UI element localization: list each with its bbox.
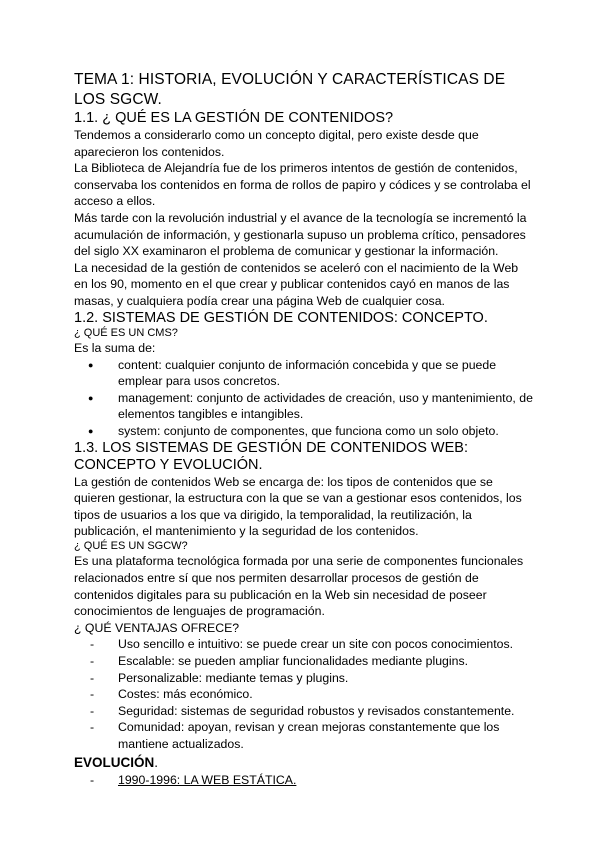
advantages-list (74, 636, 534, 752)
list-item (74, 772, 534, 789)
bullet-icon: ● (88, 392, 94, 403)
list-item (74, 423, 534, 440)
paragraph: Es la suma de: (74, 341, 156, 356)
list-item (74, 719, 534, 752)
paragraph: Es una plataforma tecnológica formada por una serie de componentes funcionales relacionados entre sí que nos permiten desarrollar procesos de gestión de contenidos digitales para su publicación en la Web sin necesidad de poseer conocimientos de lenguajes de programación. (74, 554, 524, 619)
dash-icon: - (90, 772, 95, 787)
document-page (74, 70, 534, 788)
dash-icon: - (90, 637, 95, 652)
list-item (74, 686, 534, 703)
list-item-text: Seguridad: sistemas de seguridad robustos y revisados constantemente. (118, 703, 515, 718)
section-heading-1-3: 1.3. LOS SISTEMAS DE GESTIÓN DE CONTENIDOS WEB: CONCEPTO Y EVOLUCIÓN. (74, 439, 468, 473)
cms-definition-list (74, 357, 534, 440)
paragraph: La Biblioteca de Alejandría fue de los primeros intentos de gestión de contenidos, conservaba los contenidos en forma de rollos de papiro y códices y se controlaba el acceso a ellos. (74, 161, 531, 209)
list-item-text: Costes: más económico. (118, 687, 253, 702)
list-item (74, 636, 534, 653)
dash-icon: - (90, 703, 95, 718)
evolution-list (74, 772, 534, 789)
evolution-heading (74, 754, 534, 772)
question-heading: ¿ QUÉ ES UN SGCW? (74, 539, 188, 552)
dash-icon: - (90, 654, 95, 669)
list-item (74, 357, 534, 390)
list-item (74, 703, 534, 720)
list-item-text: management: conjunto de actividades de creación, uso y mantenimiento, de elementos tangibles e intangibles. (118, 390, 533, 422)
document-title: TEMA 1: HISTORIA, EVOLUCIÓN Y CARACTERÍSTICAS DE LOS SGCW. (74, 71, 506, 108)
list-item-text: content: cualquier conjunto de información concebida y que se puede emplear para usos concretos. (118, 357, 497, 389)
paragraph: La necesidad de la gestión de contenidos se aceleró con el nacimiento de la Web en los 90, momento en el que crear y publicar contenidos cayó en manos de las masas, y cualquiera podía crear una página Web de cualquier cosa. (74, 260, 519, 308)
question-heading: ¿ QUÉ ES UN CMS? (74, 326, 178, 339)
evolution-period: . (154, 754, 159, 770)
paragraph: La gestión de contenidos Web se encarga de: los tipos de contenidos que se quieren gestionar, la estructura con la que se van a gestionar esos contenidos, los tipos de usuarios a los que va dirigido, la temporalidad, la reutilización, la publicación, el mantenimiento y la seguridad de los contenidos. (74, 474, 522, 539)
list-item (74, 670, 534, 687)
list-item-text: Comunidad: apoyan, revisan y crean mejoras constantemente que los mantiene actualizados. (118, 720, 500, 751)
section-heading-1-1: 1.1. ¿ QUÉ ES LA GESTIÓN DE CONTENIDOS? (74, 110, 394, 126)
paragraph: Tendemos a considerarlo como un concepto digital, pero existe desde que aparecieron los contenidos. (74, 128, 479, 159)
question-heading: ¿ QUÉ VENTAJAS OFRECE? (74, 620, 240, 635)
list-item-text: Escalable: se pueden ampliar funcionalidades mediante plugins. (118, 654, 469, 669)
bullet-icon: ● (88, 426, 94, 436)
evolution-label: EVOLUCIÓN (74, 754, 155, 770)
dash-icon: - (90, 687, 95, 702)
dash-icon: - (90, 670, 95, 685)
paragraph: Más tarde con la revolución industrial y el avance de la tecnología se incrementó la acumulación de información, y gestionarla supuso un problema crítico, pensadores del siglo XX examinaron el problema de comunicar y gestionar la información. (74, 210, 527, 259)
list-item-text: Uso sencillo e intuitivo: se puede crear un site con pocos conocimientos. (118, 637, 514, 652)
list-item-text: 1990-1996: LA WEB ESTÁTICA. (118, 772, 297, 787)
list-item-text: system: conjunto de componentes, que funciona como un solo objeto. (118, 424, 499, 438)
list-item-text: Personalizable: mediante temas y plugins. (118, 670, 349, 685)
dash-icon: - (90, 720, 95, 735)
section-heading-1-2: 1.2. SISTEMAS DE GESTIÓN DE CONTENIDOS: CONCEPTO. (74, 309, 488, 326)
list-item (74, 390, 534, 423)
bullet-icon: ● (88, 359, 94, 370)
list-item (74, 653, 534, 670)
